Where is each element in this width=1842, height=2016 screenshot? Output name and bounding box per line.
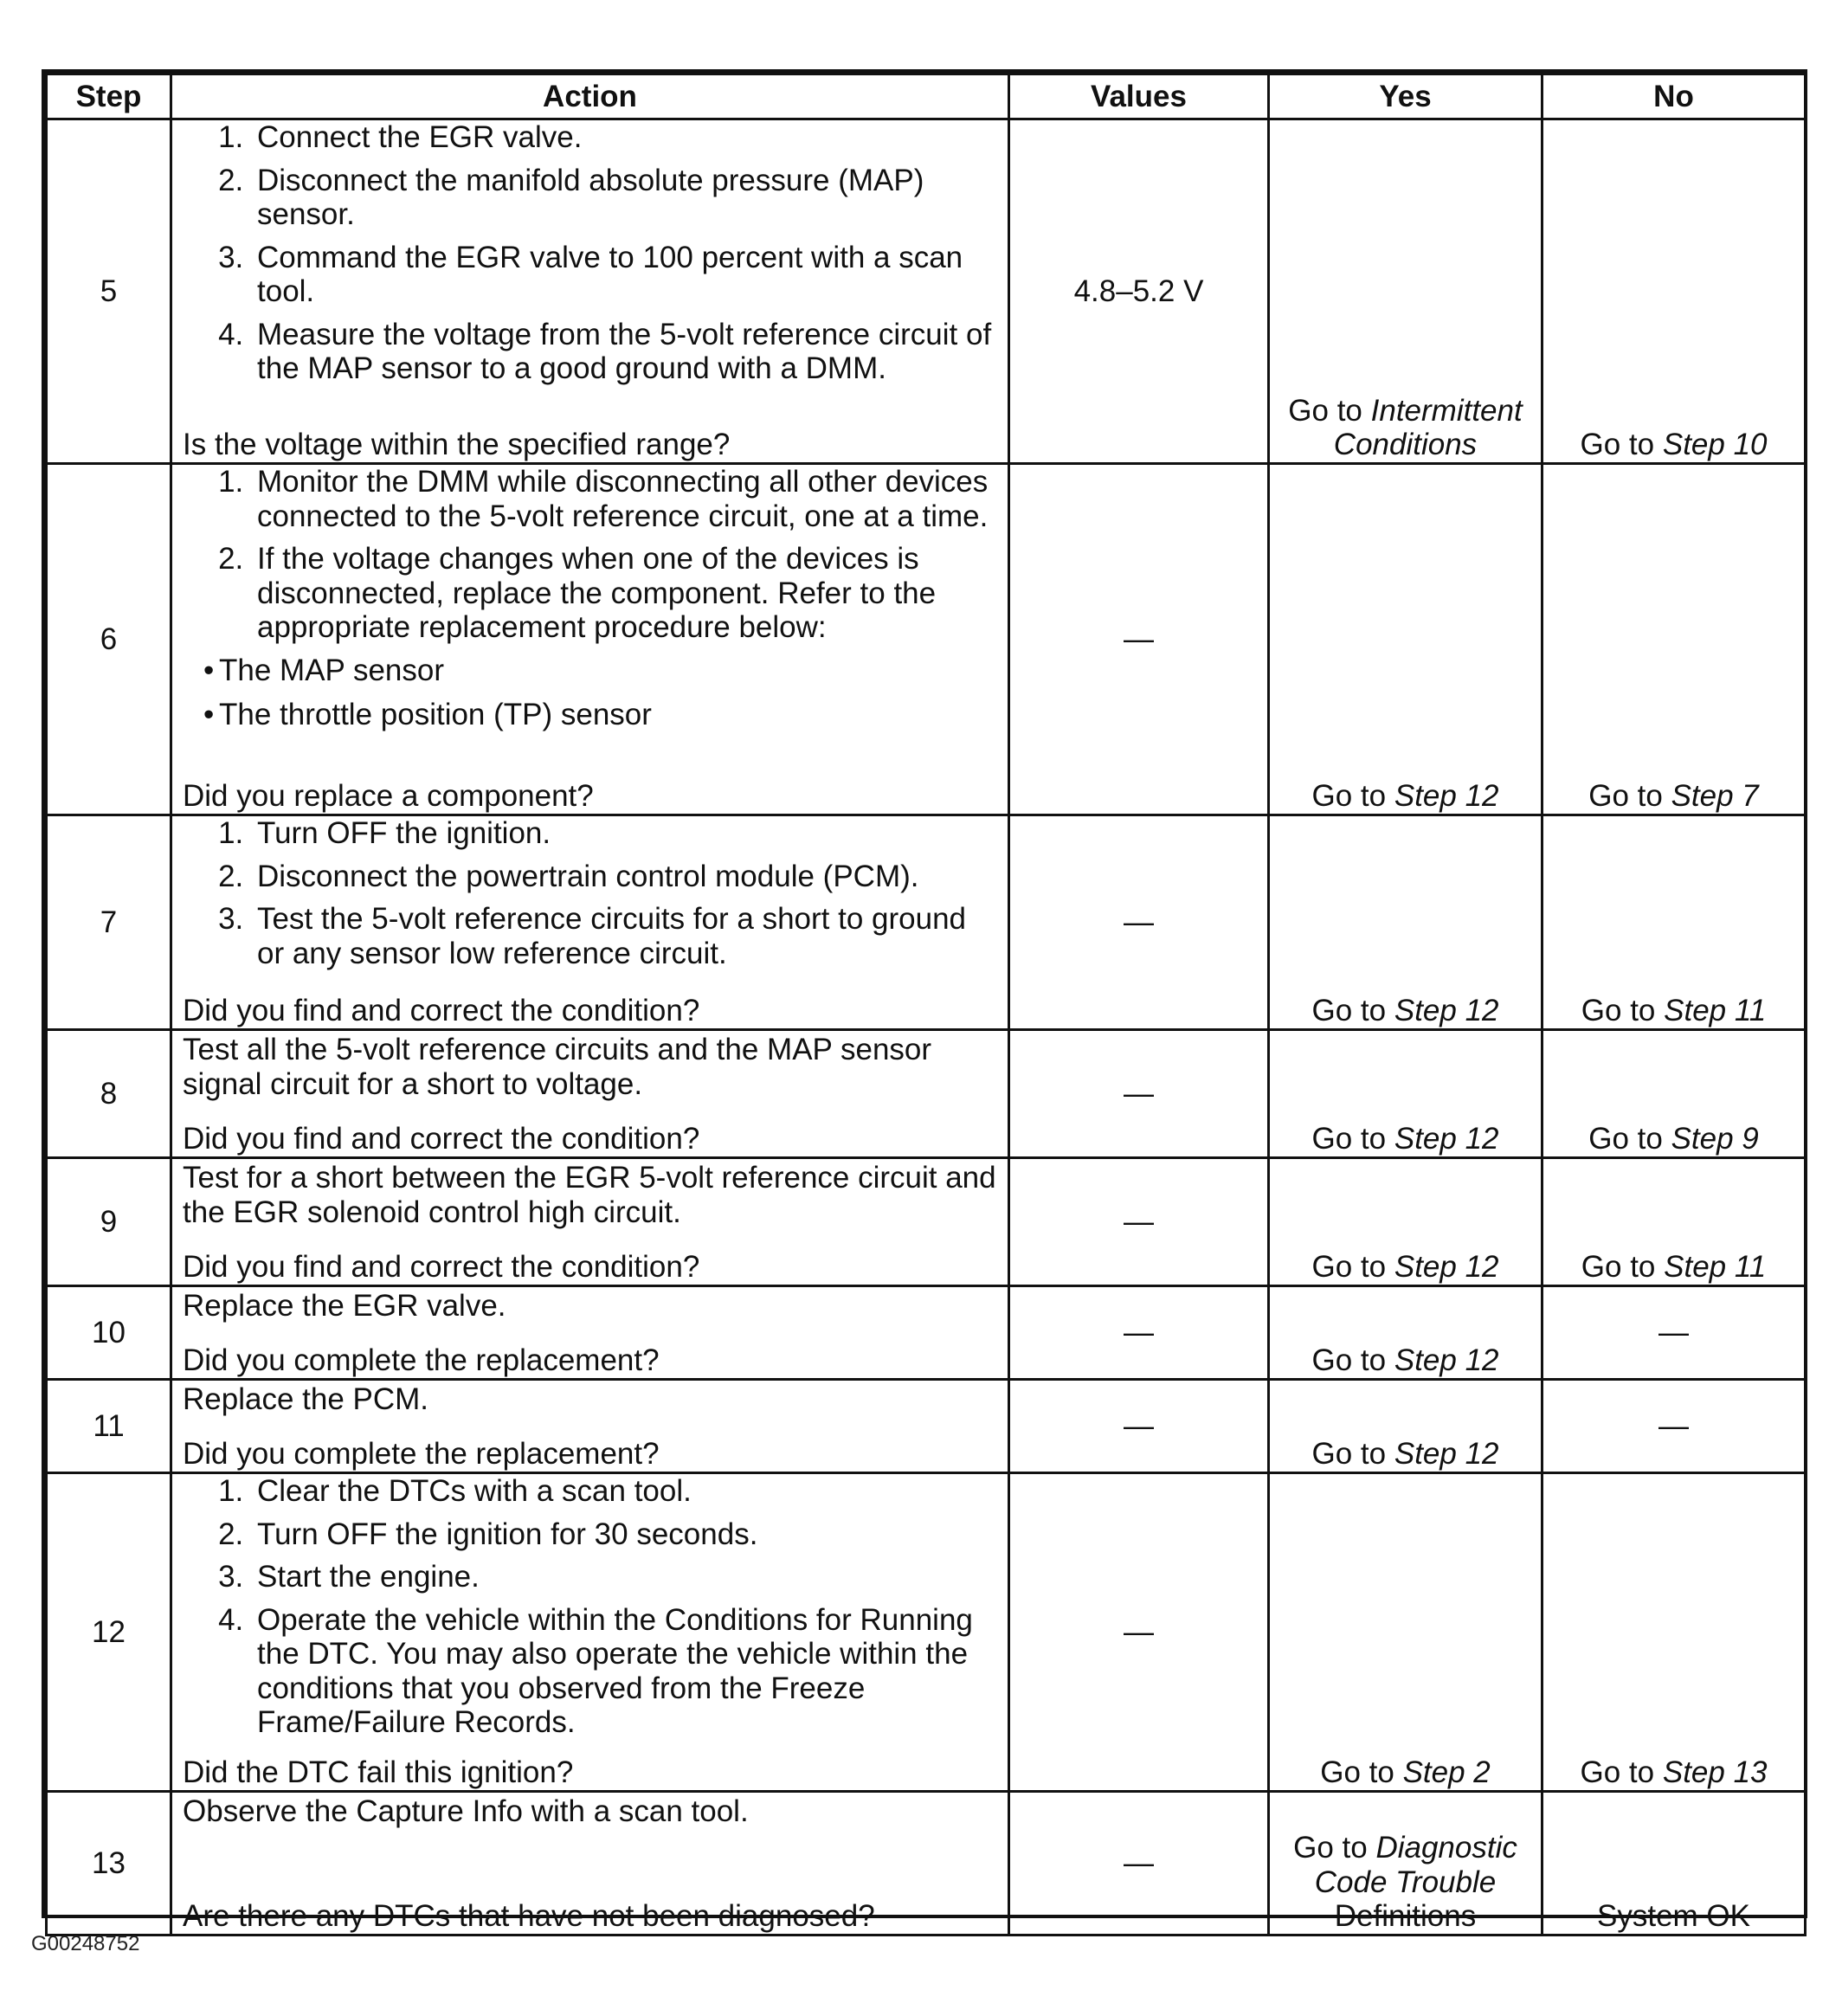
values-cell: — xyxy=(1009,1286,1269,1380)
action-text: Observe the Capture Info with a scan tool. xyxy=(183,1794,749,1828)
no-prefix: Go to xyxy=(1580,428,1655,462)
action-content xyxy=(183,1474,997,1790)
yes-prefix: Go to xyxy=(1311,994,1387,1028)
action-bullet: • The throttle position (TP) sensor xyxy=(219,698,997,732)
no-prefix: Go to xyxy=(1581,994,1656,1028)
yes-prefix: Go to xyxy=(1311,1343,1387,1378)
action-content xyxy=(183,1031,997,1156)
action-cell xyxy=(171,815,1009,1030)
action-content xyxy=(183,120,997,462)
no-prefix: Go to xyxy=(1588,1122,1663,1156)
no-target: Step 13 xyxy=(1662,1755,1768,1790)
action-instructions xyxy=(183,1793,997,1836)
action-question: Did you find and correct the condition? xyxy=(183,1250,700,1285)
no-prefix: Go to xyxy=(1588,779,1663,814)
yes-prefix: Go to xyxy=(1293,1831,1368,1865)
action-steps-list xyxy=(183,1474,997,1740)
action-cell xyxy=(171,1473,1009,1792)
no-cell xyxy=(1543,119,1806,464)
action-question: Did the DTC fail this ignition? xyxy=(183,1755,574,1790)
figure-id: G00248752 xyxy=(31,1932,140,1955)
action-question: Did you find and correct the condition? xyxy=(183,994,700,1028)
no-cell xyxy=(1543,1380,1806,1473)
action-instructions xyxy=(183,465,997,743)
yes-target: Step 12 xyxy=(1394,779,1499,814)
yes-target: Step 12 xyxy=(1394,1343,1499,1378)
yes-cell xyxy=(1269,1030,1543,1158)
yes-target: Step 2 xyxy=(1402,1755,1491,1790)
values-cell: — xyxy=(1009,815,1269,1030)
step-number: 6 xyxy=(47,464,171,815)
action-cell xyxy=(171,1158,1009,1286)
step-number: 10 xyxy=(47,1286,171,1380)
no-dash: — xyxy=(1658,1408,1689,1443)
no-cell xyxy=(1543,1030,1806,1158)
yes-target: Intermittent Conditions xyxy=(1333,393,1523,462)
table-row xyxy=(47,1380,1806,1473)
header-values: Values xyxy=(1009,74,1269,119)
yes-prefix: Go to xyxy=(1311,1437,1387,1472)
action-step: 3. Command the EGR valve to 100 percent with a scan tool. xyxy=(252,241,997,309)
no-cell xyxy=(1543,464,1806,815)
action-cell xyxy=(171,119,1009,464)
yes-target: Step 12 xyxy=(1394,1250,1499,1285)
yes-prefix: Go to xyxy=(1320,1755,1394,1790)
action-content xyxy=(183,1793,997,1934)
action-question: Did you find and correct the condition? xyxy=(183,1122,700,1156)
action-cell xyxy=(171,1380,1009,1473)
header-action: Action xyxy=(171,74,1009,119)
table-row xyxy=(47,1158,1806,1286)
no-prefix: Go to xyxy=(1580,1755,1655,1790)
action-content xyxy=(183,1381,997,1472)
values-cell: — xyxy=(1009,1158,1269,1286)
action-question: Did you replace a component? xyxy=(183,779,594,814)
no-target: Step 9 xyxy=(1671,1122,1759,1156)
yes-prefix: Go to xyxy=(1311,1122,1387,1156)
values-cell: 4.8–5.2 V xyxy=(1009,119,1269,464)
step-number: 11 xyxy=(47,1380,171,1473)
action-step: 2. If the voltage changes when one of the devices is disconnected, replace the component. Refer to the appropriate replacement procedure below: xyxy=(252,542,997,645)
action-cell xyxy=(171,1286,1009,1380)
header-no: No xyxy=(1543,74,1806,119)
action-step: 2. Disconnect the powertrain control module (PCM). xyxy=(252,860,997,894)
step-number: 9 xyxy=(47,1158,171,1286)
action-instructions xyxy=(183,1287,997,1330)
header-step: Step xyxy=(47,74,171,119)
no-cell xyxy=(1543,1286,1806,1380)
action-content xyxy=(183,816,997,1028)
diagnostic-table xyxy=(45,73,1807,1936)
yes-cell xyxy=(1269,815,1543,1030)
action-step: 3. Test the 5-volt reference circuits for a short to ground or any sensor low reference circuit. xyxy=(252,902,997,970)
table-row xyxy=(47,464,1806,815)
action-content xyxy=(183,1287,997,1378)
action-steps-list xyxy=(183,120,997,386)
action-cell xyxy=(171,1030,1009,1158)
action-step: 4. Measure the voltage from the 5-volt reference circuit of the MAP sensor to a good ground with a DMM. xyxy=(252,318,997,386)
action-instructions xyxy=(183,1031,997,1108)
yes-cell xyxy=(1269,1473,1543,1792)
no-target: Step 11 xyxy=(1664,994,1767,1028)
action-text: Test all the 5-volt reference circuits and the MAP sensor signal circuit for a short to voltage. xyxy=(183,1033,932,1101)
yes-prefix: Go to xyxy=(1311,1250,1387,1285)
values-cell: — xyxy=(1009,1473,1269,1792)
action-question: Are there any DTCs that have not been diagnosed? xyxy=(183,1899,875,1934)
yes-cell xyxy=(1269,1286,1543,1380)
action-instructions xyxy=(183,1474,997,1749)
no-text: System OK xyxy=(1597,1899,1750,1934)
table-row xyxy=(47,1473,1806,1792)
action-step: 1. Clear the DTCs with a scan tool. xyxy=(252,1474,997,1509)
step-number: 8 xyxy=(47,1030,171,1158)
action-content xyxy=(183,465,997,814)
action-step: 4. Operate the vehicle within the Conditions for Running the DTC. You may also operate the vehicle within the conditions that you observed from the Freeze Frame/Failure Records. xyxy=(252,1603,997,1740)
action-step: 1. Connect the EGR valve. xyxy=(252,120,997,155)
action-instructions xyxy=(183,120,997,395)
action-text: Test for a short between the EGR 5-volt reference circuit and the EGR solenoid control high circuit. xyxy=(183,1161,996,1229)
no-cell xyxy=(1543,815,1806,1030)
yes-prefix: Go to xyxy=(1288,393,1362,428)
table-row xyxy=(47,815,1806,1030)
action-instructions xyxy=(183,1159,997,1236)
action-step: 1. Monitor the DMM while disconnecting all other devices connected to the 5-volt reference circuit, one at a time. xyxy=(252,465,997,533)
step-number: 5 xyxy=(47,119,171,464)
no-target: Step 7 xyxy=(1671,779,1759,814)
no-target: Step 11 xyxy=(1664,1250,1767,1285)
action-question: Did you complete the replacement? xyxy=(183,1343,660,1378)
action-step: 3. Start the engine. xyxy=(252,1560,997,1594)
yes-cell xyxy=(1269,1158,1543,1286)
action-cell xyxy=(171,464,1009,815)
yes-cell xyxy=(1269,119,1543,464)
action-bullet-list xyxy=(183,654,997,732)
table-row xyxy=(47,1286,1806,1380)
values-cell: — xyxy=(1009,1380,1269,1473)
no-prefix: Go to xyxy=(1581,1250,1656,1285)
header-row xyxy=(47,74,1806,119)
yes-target: Step 12 xyxy=(1394,1437,1499,1472)
values-cell: — xyxy=(1009,1792,1269,1935)
yes-cell xyxy=(1269,1380,1543,1473)
action-steps-list xyxy=(183,816,997,970)
action-steps-list xyxy=(183,465,997,645)
action-text: Replace the EGR valve. xyxy=(183,1289,506,1323)
action-text: Replace the PCM. xyxy=(183,1382,429,1416)
step-number: 7 xyxy=(47,815,171,1030)
values-cell: — xyxy=(1009,1030,1269,1158)
table-row xyxy=(47,1792,1806,1935)
action-step: 2. Turn OFF the ignition for 30 seconds. xyxy=(252,1517,997,1552)
no-dash: — xyxy=(1658,1315,1689,1349)
action-question: Is the voltage within the specified range? xyxy=(183,428,731,462)
yes-suffix: Definitions xyxy=(1334,1899,1477,1934)
action-bullet: • The MAP sensor xyxy=(219,654,997,688)
header-yes: Yes xyxy=(1269,74,1543,119)
step-number: 13 xyxy=(47,1792,171,1935)
action-cell xyxy=(171,1792,1009,1935)
yes-target: Diagnostic Code Trouble xyxy=(1314,1831,1517,1899)
action-step: 2. Disconnect the manifold absolute pressure (MAP) sensor. xyxy=(252,164,997,232)
table-row xyxy=(47,1030,1806,1158)
yes-cell xyxy=(1269,1792,1543,1935)
yes-target: Step 12 xyxy=(1394,1122,1499,1156)
no-cell xyxy=(1543,1158,1806,1286)
action-question: Did you complete the replacement? xyxy=(183,1437,660,1472)
yes-prefix: Go to xyxy=(1311,779,1387,814)
values-cell: — xyxy=(1009,464,1269,815)
step-number: 12 xyxy=(47,1473,171,1792)
action-content xyxy=(183,1159,997,1285)
table-row xyxy=(47,119,1806,464)
action-instructions xyxy=(183,1381,997,1424)
no-cell xyxy=(1543,1792,1806,1935)
action-step: 1. Turn OFF the ignition. xyxy=(252,816,997,851)
diagnostic-table-frame xyxy=(42,69,1807,1934)
no-cell xyxy=(1543,1473,1806,1792)
no-target: Step 10 xyxy=(1662,428,1768,462)
yes-target: Step 12 xyxy=(1394,994,1499,1028)
yes-cell xyxy=(1269,464,1543,815)
action-instructions xyxy=(183,816,997,979)
